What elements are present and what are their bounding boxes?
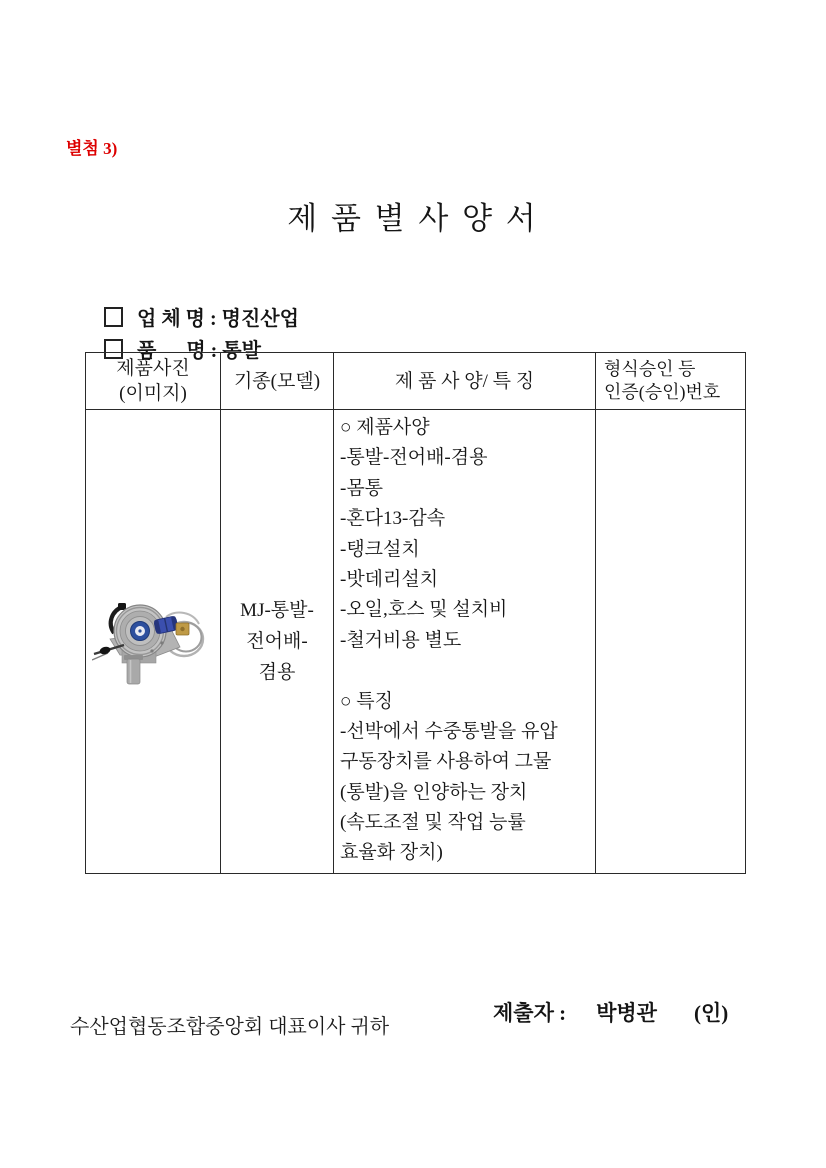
spec-line: -탱크설치 [340,538,420,560]
header-spec-column: 제 품 사 양/ 특 징 [334,353,596,410]
product-spec-table [85,352,746,874]
header-photo-line1: 제품사진 [116,358,190,379]
recipient-line: 수산업협동조합중앙회 대표이사 귀하 [70,1016,390,1038]
approval-number-cell [596,410,746,874]
product-photo-cell [86,410,221,874]
header-approval-column [596,353,746,410]
hydraulic-line-hauler-photo-icon [92,597,214,686]
spec-line: ○ 제품사양 [340,417,430,438]
model-line: 전어배- [246,631,308,652]
header-model-column: 기종(모델) [221,353,334,410]
spec-line: -오일,호스 및 설치비 [340,599,508,621]
header-photo-column [86,353,221,410]
spec-line: -선박에서 수중통발을 유압 [340,720,558,742]
header-approval-line1: 형식승인 등 [604,359,696,379]
model-line: 겸용 [258,662,296,683]
attachment-label: 별첨 3) [66,139,118,158]
spec-line: -밧데리설치 [340,568,439,590]
spec-line: -통발-전어배-겸용 [340,447,488,469]
spec-line: -혼다13-감속 [340,508,446,530]
spec-cell [334,410,596,874]
model-cell [221,410,334,874]
spec-line: ○ 특징 [340,690,393,712]
model-line: MJ-통발- [240,600,314,621]
page-title: 제 품 별 사 양 서 [287,201,539,236]
spec-line-blank [340,656,591,686]
table-header-row [86,353,746,410]
spec-line: 구동장치를 사용하여 그물 [340,751,552,773]
spec-line: -철거비용 별도 [340,629,462,651]
submitter-line [472,972,728,1052]
spec-line: (속도조절 및 작업 능률 [340,812,526,834]
header-approval-line2: 인증(승인)번호 [604,382,721,402]
company-name-text: 업 체 명 : 명진산업 [137,308,299,330]
spec-line: (통발)을 인양하는 장치 [340,781,528,803]
spec-line: -몸통 [340,477,384,499]
header-photo-line2: (이미지) [119,383,187,404]
spec-line: 효율화 장치) [340,842,443,864]
seal-label: (인) [693,1001,729,1025]
submitter-name: 박병관 [596,1001,657,1025]
product-name-text: 품 명 : 통발 [137,340,261,362]
submitter-label: 제출자 : [493,1001,567,1025]
table-row [86,410,746,874]
